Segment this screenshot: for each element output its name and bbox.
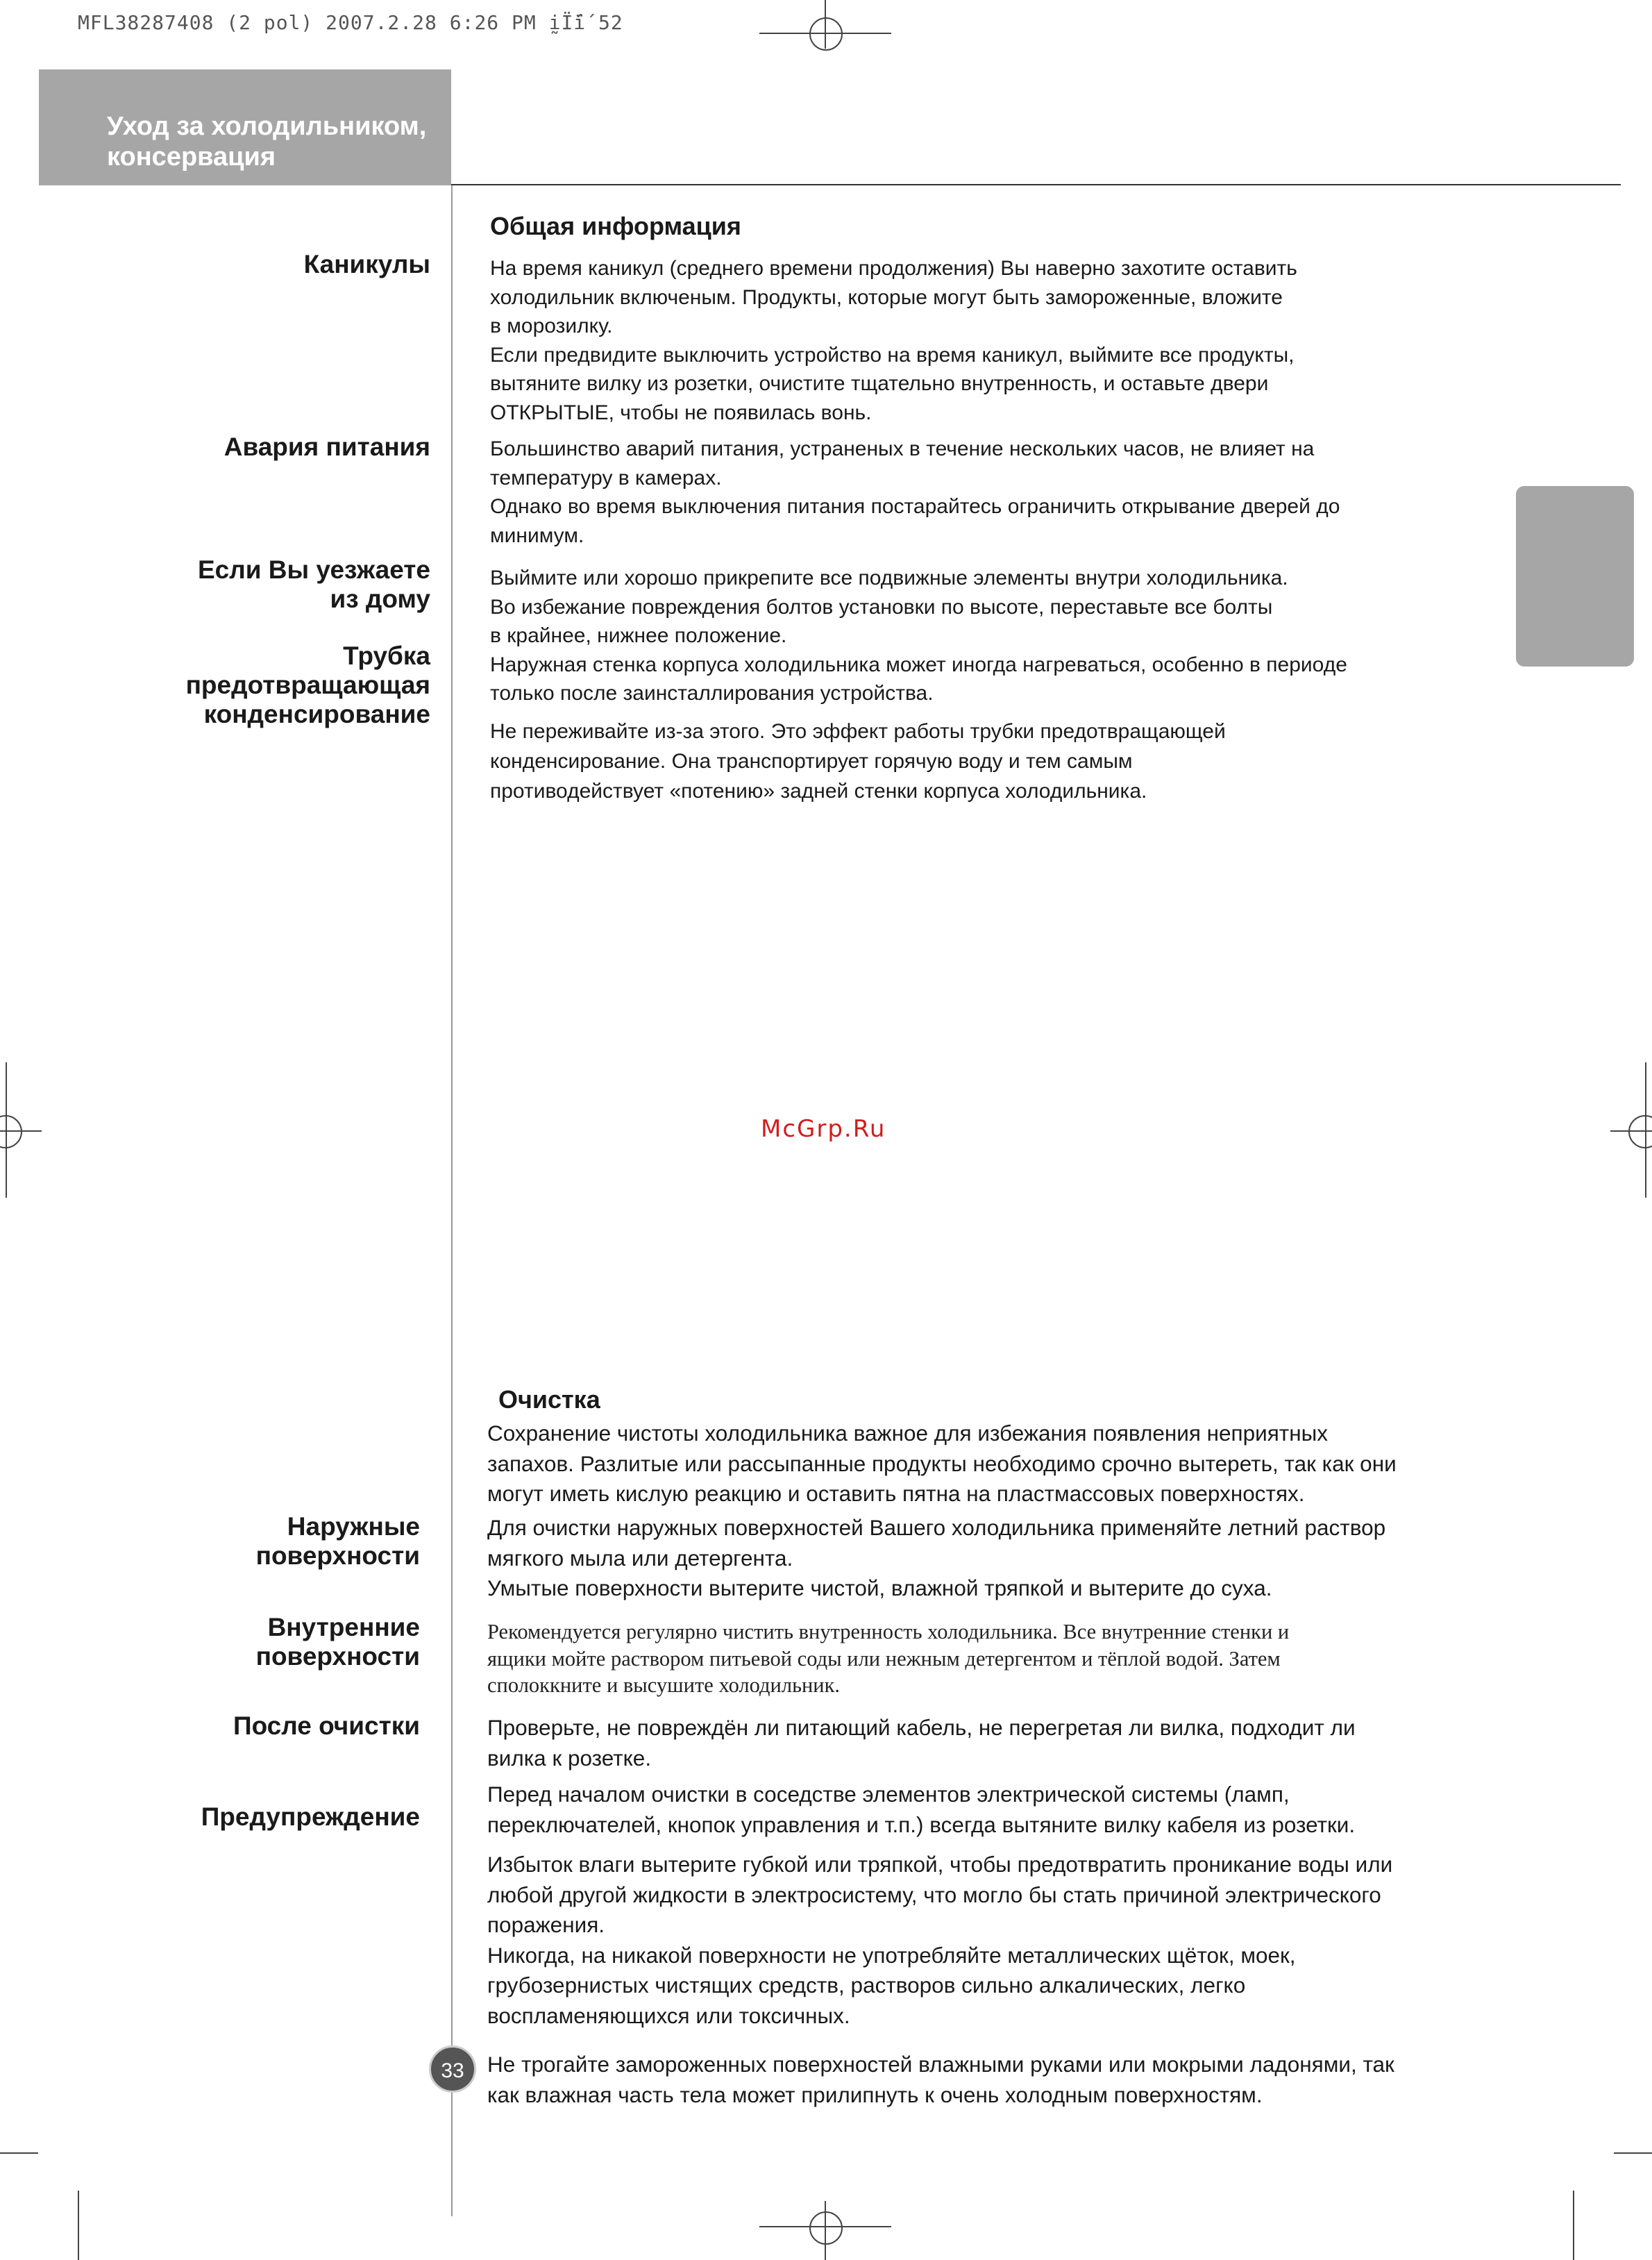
crop-mark [78, 2191, 79, 2260]
warning-text-electric [487, 1780, 1459, 1840]
text-line: температуру в камерах. [490, 466, 722, 489]
warning-text-moisture [487, 1850, 1459, 2031]
text-line: как влажная часть тела может прилипнуть к очень холодным поверхностям. [487, 2082, 1263, 2107]
crop-mark [1614, 2152, 1652, 2154]
label-power-failure: Авария питания [224, 433, 430, 461]
text-line: ящики мойте раствором питьевой соды или нежным детергентом и тёплой водой. Затем [487, 1646, 1281, 1671]
text-line: Однако во время выключения питания постарайтесь ограничить открывание дверей до [490, 495, 1340, 518]
after-cleaning-text [487, 1713, 1459, 1773]
text-line: Сохранение чистоты холодильника важное для избежания появления неприятных [487, 1421, 1328, 1446]
crop-mark [1573, 2191, 1574, 2260]
text-line: Перед началом очистки в соседстве элементов электрической системы (ламп, [487, 1782, 1290, 1807]
text-line: могут иметь кислую реакцию и оставить пятна на пластмассовых поверхностях. [487, 1481, 1305, 1506]
text-line: Избыток влаги вытерите губкой или тряпкой, чтобы предотвратить проникание воды или [487, 1852, 1393, 1877]
text-line: Во избежание повреждения болтов установки по высоте, переставьте все болты [490, 595, 1273, 619]
label-outer-surfaces [139, 1512, 420, 1571]
text-line: любой другой жидкости в электросистему, что могло бы стать причиной электрического [487, 1882, 1381, 1907]
registration-mark [809, 2211, 843, 2245]
label-line: Если Вы уезжаете [197, 555, 430, 584]
label-vacation: Каникулы [303, 250, 430, 278]
text-line: Умытые поверхности вытерите чистой, влажной тряпкой и вытерите до суха. [487, 1575, 1272, 1600]
text-line: ОТКРЫТЫЕ, чтобы не появилась вонь. [490, 401, 872, 424]
text-line: вытяните вилку из розетки, очистите тщательно внутренность, и оставьте двери [490, 372, 1269, 395]
text-line: Если предвидите выключить устройство на время каникул, выймите все продукты, [490, 343, 1295, 367]
text-line: запахов. Разлитые или рассыпанные продукты необходимо срочно вытереть, так как они [487, 1450, 1397, 1476]
cleaning-intro [487, 1418, 1459, 1509]
column-divider [451, 185, 453, 2216]
label-after-cleaning: После очистки [233, 1711, 420, 1740]
general-title: Общая информация [490, 212, 741, 240]
inner-surfaces-text [487, 1618, 1459, 1699]
header-rule [451, 184, 1621, 185]
text-line: Проверьте, не повреждён ли питающий кабель, не перегретая ли вилка, подходит ли [487, 1715, 1356, 1740]
moving-text [490, 564, 1462, 708]
text-line: конденсирование. Она транспортирует горячую воду и тем самым [490, 750, 1133, 773]
text-line: Не трогайте замороженных поверхностей влажными руками или мокрыми ладонями, так [487, 2052, 1394, 2077]
condensation-tube-text [490, 717, 1462, 806]
text-line: Рекомендуется регулярно чистить внутренность холодильника. Все внутренние стенки и [487, 1620, 1290, 1643]
label-line: конденсирование [203, 700, 430, 728]
section-header-title [107, 111, 454, 172]
text-line: противодействует «потению» задней стенки корпуса холодильника. [490, 780, 1147, 803]
vacation-text [490, 254, 1462, 427]
outer-surfaces-text [487, 1513, 1459, 1604]
side-tab [1516, 486, 1634, 667]
label-line: поверхности [255, 1642, 420, 1671]
text-line: вилка к розетке. [487, 1745, 652, 1771]
registration-mark [1628, 1115, 1652, 1148]
label-line: Трубка [343, 642, 430, 670]
label-line: предотвращающая [185, 671, 430, 699]
label-line: из дому [330, 585, 430, 613]
text-line: На время каникул (среднего времени продолжения) Вы наверно захотите оставить [490, 257, 1297, 280]
label-line: Наружные [287, 1512, 420, 1541]
text-line: холодильник включеным. Продукты, которые могут быть замороженные, вложите [490, 285, 1283, 309]
crop-mark [0, 2152, 38, 2154]
section-header-line: Уход за холодильником, [107, 112, 427, 141]
text-line: грубозернистых чистящих средств, растворов сильно алкалических, легко [487, 1973, 1246, 1998]
label-condensation-tube [139, 642, 430, 729]
warning-text-frozen [487, 2050, 1459, 2110]
text-line: Не переживайте из-за этого. Это эффект работы трубки предотвращающей [490, 720, 1226, 743]
registration-mark [0, 1115, 22, 1148]
text-line: в морозилку. [490, 315, 613, 337]
label-line: поверхности [255, 1541, 420, 1570]
text-line: Наружная стенка корпуса холодильника может иногда нагреваться, особенно в периоде [490, 653, 1347, 676]
text-line: сполоккните и высушите холодильник. [487, 1673, 841, 1697]
text-line: только после заинсталлирования устройства. [490, 682, 934, 705]
label-moving [139, 555, 430, 614]
text-line: воспламеняющихся или токсичных. [487, 2002, 850, 2028]
watermark: McGrp.Ru [761, 1115, 886, 1143]
registration-mark [809, 17, 843, 51]
text-line: Большинство аварий питания, устраненых в течение нескольких часов, не влияет на [490, 437, 1315, 460]
label-warning: Предупреждение [201, 1802, 420, 1831]
text-line: мягкого мыла или детергента. [487, 1545, 793, 1571]
page-number: 33 [429, 2045, 476, 2093]
text-line: поражения. [487, 1912, 605, 1937]
label-line: Внутренние [267, 1613, 420, 1641]
text-line: Выймите или хорошо прикрепите все подвижные элементы внутри холодильника. [490, 567, 1288, 589]
text-line: в крайнее, нижнее положение. [490, 624, 787, 647]
section-header-line: консервация [107, 142, 276, 171]
print-header: MFL38287408 (2 pol) 2007.2.28 6:26 PM ḭḮḯ 52 [78, 11, 623, 34]
text-line: Никогда, на никакой поверхности не употребляйте металлических щёток, моек, [487, 1942, 1296, 1968]
label-inner-surfaces [139, 1613, 420, 1671]
power-failure-text [490, 435, 1462, 550]
text-line: Для очистки наружных поверхностей Вашего холодильника применяйте летний раствор [487, 1515, 1386, 1540]
text-line: переключателей, кнопок управления и т.п.) всегда вытяните вилку кабеля из розетки. [487, 1811, 1356, 1837]
text-line: минимум. [490, 524, 584, 547]
cleaning-title: Очистка [498, 1385, 600, 1414]
